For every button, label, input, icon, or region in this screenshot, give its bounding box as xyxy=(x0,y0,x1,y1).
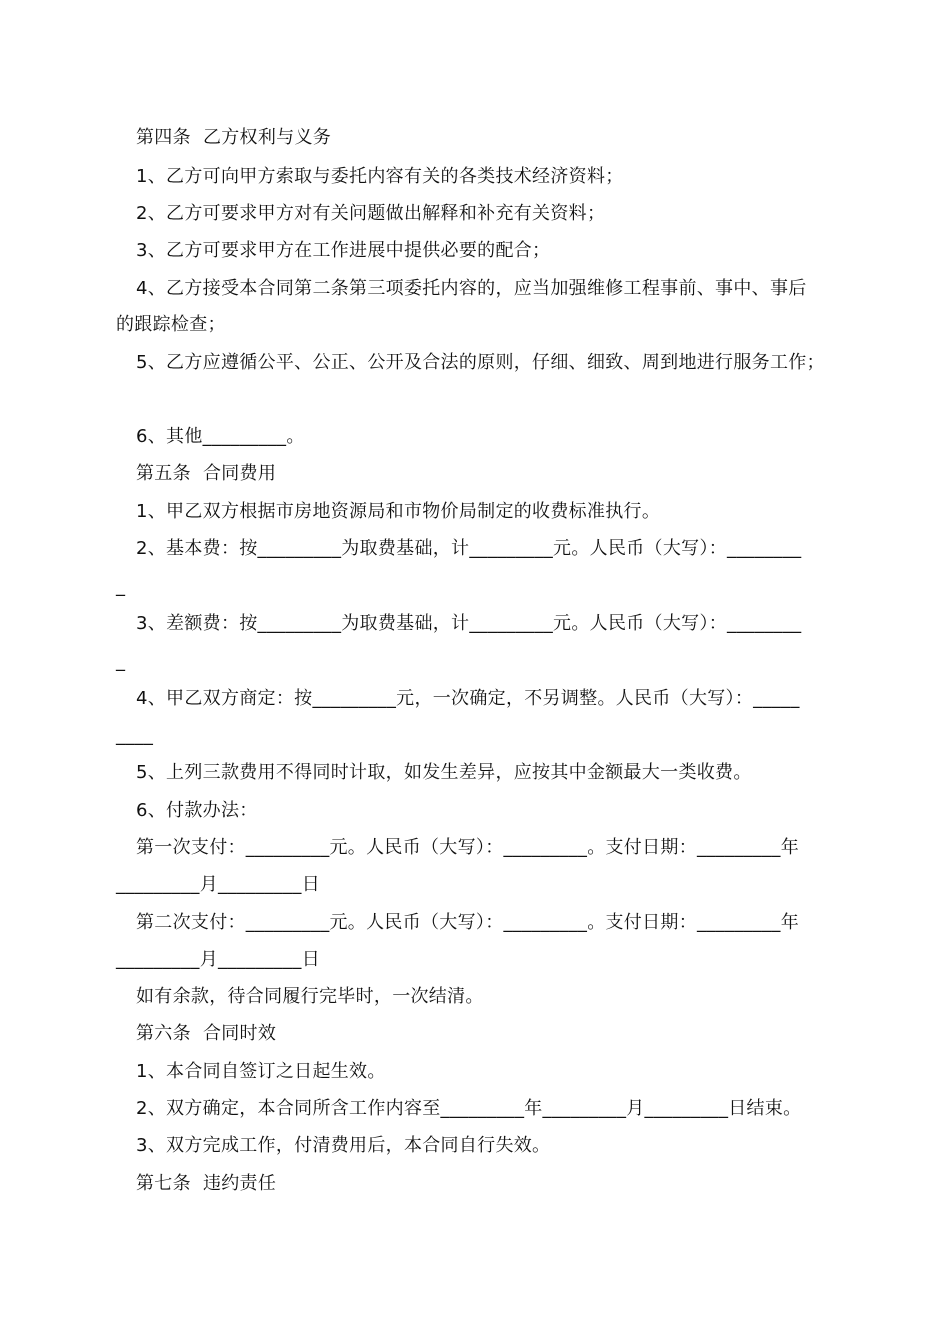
article-4-item-5: 5、乙方应遵循公平、公正、公开及合法的原则，仔细、细致、周到地进行服务工作； xyxy=(136,352,825,373)
article-5-item-2-cont: _ xyxy=(116,576,126,597)
article-5-heading: 第五条 合同费用 xyxy=(136,463,277,484)
article-4-item-4: 4、乙方接受本合同第二条第三项委托内容的，应当加强维修工程事前、事中、事后 xyxy=(136,278,807,299)
balance-note: 如有余款，待合同履行完毕时，一次结清。 xyxy=(136,986,484,1007)
article-5-item-3-cont: _ xyxy=(116,651,126,672)
article-5-item-2: 2、基本费：按_________为取费基础，计_________元。人民币（大写）：________ xyxy=(136,538,802,559)
second-payment: 第二次支付：_________元。人民币（大写）：_________。支付日期：_________年 xyxy=(136,912,799,933)
article-5-item-5: 5、上列三款费用不得同时计取，如发生差异，应按其中金额最大一类收费。 xyxy=(136,762,752,783)
article-5-item-1: 1、甲乙双方根据市房地资源局和市物价局制定的收费标准执行。 xyxy=(136,501,661,522)
article-4-item-1: 1、乙方可向甲方索取与委托内容有关的各类技术经济资料； xyxy=(136,166,624,187)
article-4-item-6: 6、其他_________。 xyxy=(136,426,305,447)
article-4-item-3: 3、乙方可要求甲方在工作进展中提供必要的配合； xyxy=(136,240,551,261)
second-payment-date: _________月_________日 xyxy=(116,949,320,970)
article-6-item-1: 1、本合同自签订之日起生效。 xyxy=(136,1061,386,1082)
article-5-item-3: 3、差额费：按_________为取费基础，计_________元。人民币（大写）：________ xyxy=(136,613,802,634)
article-4-item-4-cont: 的跟踪检查； xyxy=(116,314,226,335)
first-payment: 第一次支付：_________元。人民币（大写）：_________。支付日期：_________年 xyxy=(136,837,799,858)
article-6-item-3: 3、双方完成工作，付清费用后，本合同自行失效。 xyxy=(136,1135,551,1156)
article-4-item-2: 2、乙方可要求甲方对有关问题做出解释和补充有关资料； xyxy=(136,203,606,224)
article-7-heading: 第七条 违约责任 xyxy=(136,1173,277,1194)
article-5-item-4-cont: ____ xyxy=(116,725,154,746)
article-6-item-2: 2、双方确定，本合同所含工作内容至_________年_________月_________日结束。 xyxy=(136,1098,802,1119)
article-5-item-6: 6、付款办法： xyxy=(136,800,258,821)
article-6-heading: 第六条 合同时效 xyxy=(136,1023,277,1044)
first-payment-date: _________月_________日 xyxy=(116,874,320,895)
article-5-item-4: 4、甲乙双方商定：按_________元，一次确定，不另调整。人民币（大写）：_____ xyxy=(136,688,800,709)
article-4-heading: 第四条 乙方权利与义务 xyxy=(136,127,332,148)
